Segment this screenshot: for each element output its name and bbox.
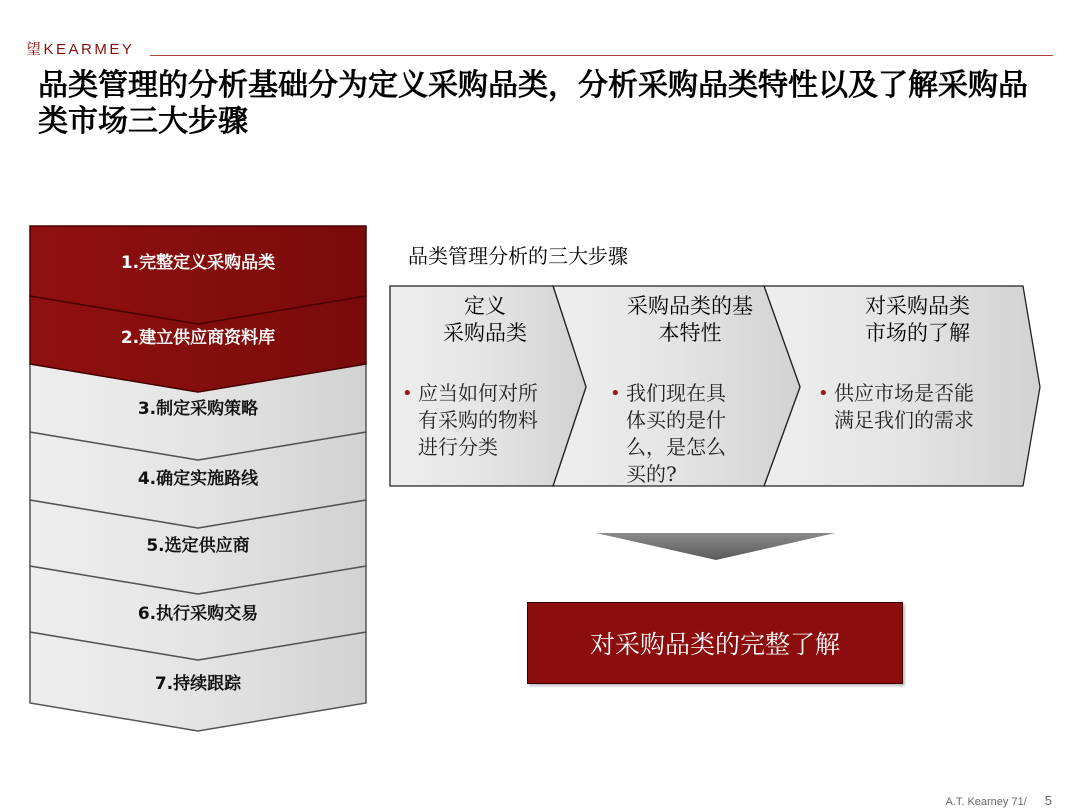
bullet-dot-icon: •	[610, 383, 621, 404]
chevron-2-bullet-line1: 我们现在具	[626, 381, 726, 405]
chevron-2-heading-line2: 本特性	[658, 321, 722, 345]
step-6-label: 6.执行采购交易	[137, 604, 259, 624]
chevron-1-bullet	[402, 380, 572, 461]
down-triangle-arrow	[596, 533, 835, 560]
chevron-2-bullet-line3: 么，是怎么	[626, 435, 726, 459]
result-box: 对采购品类的完整了解	[527, 602, 903, 684]
analysis-subtitle: 品类管理分析的三大步骤	[408, 244, 628, 268]
step-7-label: 7.持续跟踪	[154, 674, 242, 694]
step-4-label: 4.确定实施路线	[137, 469, 259, 489]
chevron-1-heading-line1: 定义	[464, 294, 506, 318]
chevron-3-bullet-line2: 满足我们的需求	[834, 408, 974, 432]
chevron-3-heading-line1: 对采购品类	[865, 294, 970, 318]
chevron-2-bullet-line4: 买的?	[626, 462, 677, 486]
chevron-2-heading-line1: 采购品类的基	[627, 294, 753, 318]
chevron-1-heading	[400, 293, 570, 347]
chevron-1-heading-line2: 采购品类	[443, 321, 527, 345]
bullet-dot-icon: •	[402, 383, 413, 404]
chevron-2-bullet-line2: 体买的是什	[626, 408, 726, 432]
chevron-3-heading	[820, 293, 1015, 347]
step-5-label: 5.选定供应商	[146, 536, 250, 556]
chevron-2-bullet	[610, 380, 760, 488]
chevron-3-heading-line2: 市场的了解	[865, 321, 970, 345]
page-number: 5	[1044, 793, 1052, 808]
kearney-logo: 望KEARMEY	[26, 41, 135, 58]
chevron-1-bullet-line2: 有采购的物料	[418, 408, 538, 432]
footer-source: A.T. Kearney 71/	[945, 796, 1027, 808]
bullet-dot-icon: •	[818, 383, 829, 404]
chevron-3-bullet-line1: 供应市场是否能	[834, 381, 974, 405]
chevron-3-bullet	[818, 380, 1018, 434]
slide-title: 品类管理的分析基础分为定义采购品类，分析采购品类特性以及了解采购品类市场三大步骤	[38, 68, 1028, 139]
footer	[945, 793, 1052, 808]
chevron-1-bullet-line1: 应当如何对所	[418, 381, 538, 405]
chevron-2-heading	[600, 293, 780, 347]
step-2-label: 2.建立供应商资料库	[120, 328, 276, 348]
step-1-label: 1.完整定义采购品类	[120, 253, 276, 273]
step-3-label: 3.制定采购策略	[137, 399, 259, 419]
chevron-1-bullet-line3: 进行分类	[418, 435, 498, 459]
